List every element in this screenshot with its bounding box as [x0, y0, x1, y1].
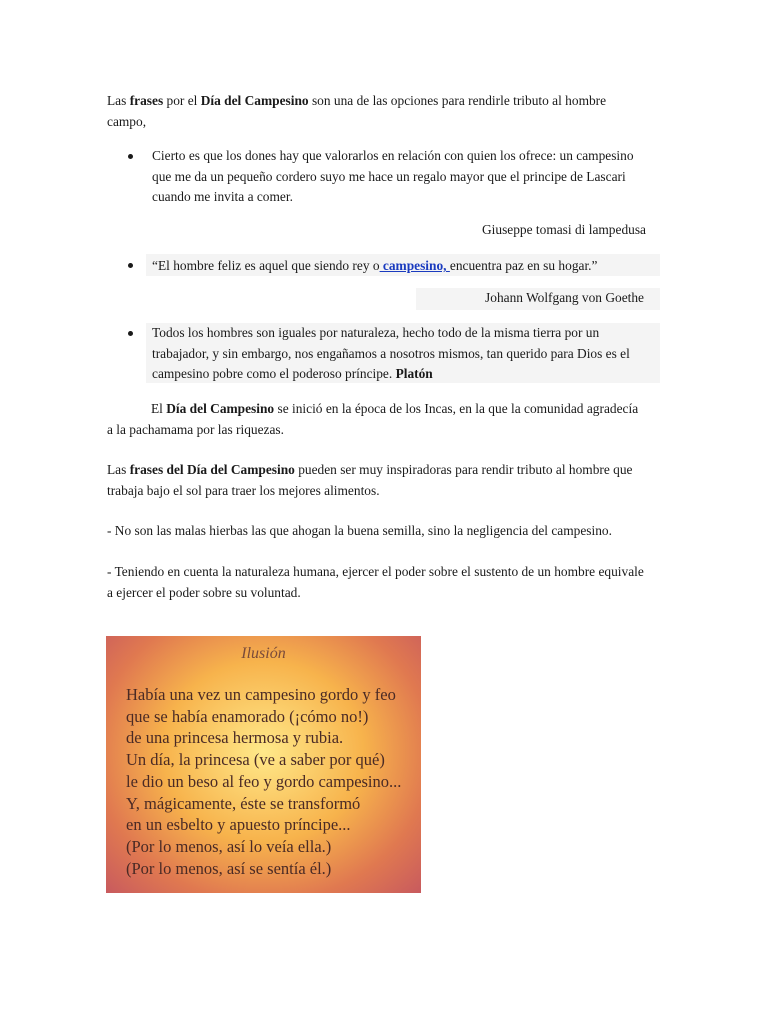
quote-text-part: encuentra paz en su hogar.” — [449, 258, 598, 273]
poem-line: (Por lo menos, así se sentía él.) — [126, 858, 332, 878]
poem-lines — [126, 684, 401, 879]
inca-paragraph — [107, 399, 647, 440]
poem-line: Y, mágicamente, éste se transformó — [126, 793, 361, 813]
poem-image — [106, 636, 421, 893]
poem-line: que se había enamorado (¡cómo no!) — [126, 706, 369, 726]
saying-2: - Teniendo en cuenta la naturaleza humana, ejercer el poder sobre el sustento de un hombre equivale a ejercer el poder sobre su voluntad. — [107, 564, 644, 600]
quote-text-part: Todos los hombres son iguales por naturaleza, hecho todo de la misma tierra por un trabajador, y sin embargo, nos engañamos a nosotros mismos, tan querido para Dios es el campesino pobre como el poderoso príncipe. — [152, 325, 630, 381]
quote-author: Giuseppe tomasi di lampedusa — [481, 222, 646, 237]
poem-line: Había una vez un campesino gordo y feo — [126, 685, 396, 704]
quote-text: Cierto es que los dones hay que valorarlos en relación con quien los ofrece: un campesino que me da un pequeño cordero suyo me hace un regalo mayor que el principe de Lascari cuando me invita a comer. — [152, 148, 634, 204]
frases-text: Las — [107, 462, 130, 477]
frases-text: pueden ser muy inspiradoras para rendir tributo al hombre que trabaja bajo el sol para traer los mejores alimentos. — [107, 462, 633, 498]
bullet-icon — [128, 263, 133, 268]
campesino-link[interactable]: campesino, — [379, 258, 450, 273]
intro-text: por el — [163, 93, 201, 108]
quote-text-part: “El hombre feliz es aquel que siendo rey o — [152, 258, 380, 273]
poem-line: Un día, la princesa (ve a saber por qué) — [126, 750, 385, 770]
intro-paragraph — [107, 91, 637, 132]
poem-line: de una princesa hermosa y rubia. — [126, 728, 344, 748]
quote-text — [152, 256, 597, 277]
intro-bold-frases: frases — [129, 93, 164, 108]
frases-paragraph — [107, 460, 637, 501]
bullet-icon — [128, 154, 133, 159]
frases-bold: frases del Día del Campesino — [129, 462, 295, 477]
bullet-icon — [128, 331, 133, 336]
poem-line: le dio un beso al feo y gordo campesino... — [126, 771, 402, 791]
quote-author: Platón — [395, 366, 433, 381]
intro-bold-dia: Día del Campesino — [200, 93, 309, 108]
saying-1: - No son las malas hierbas las que ahogan la buena semilla, sino la negligencia del campesino. — [107, 523, 612, 538]
poem-title: Ilusión — [241, 645, 286, 662]
quote-text — [152, 323, 658, 385]
intro-text: Las — [107, 93, 130, 108]
quote-author: Johann Wolfgang von Goethe — [485, 290, 644, 305]
poem-line: en un esbelto y apuesto príncipe... — [126, 815, 351, 835]
poem-line: (Por lo menos, así lo veía ella.) — [126, 836, 332, 856]
inca-bold: Día del Campesino — [166, 401, 275, 416]
inca-text: se inició en la época de los Incas, en la que la comunidad agradecía a la pachamama por las riquezas. — [107, 401, 639, 437]
intro-text: son una de las opciones para rendirle tributo al hombre campo, — [107, 93, 607, 129]
quote-author-band — [416, 288, 660, 310]
inca-text: El — [151, 401, 167, 416]
